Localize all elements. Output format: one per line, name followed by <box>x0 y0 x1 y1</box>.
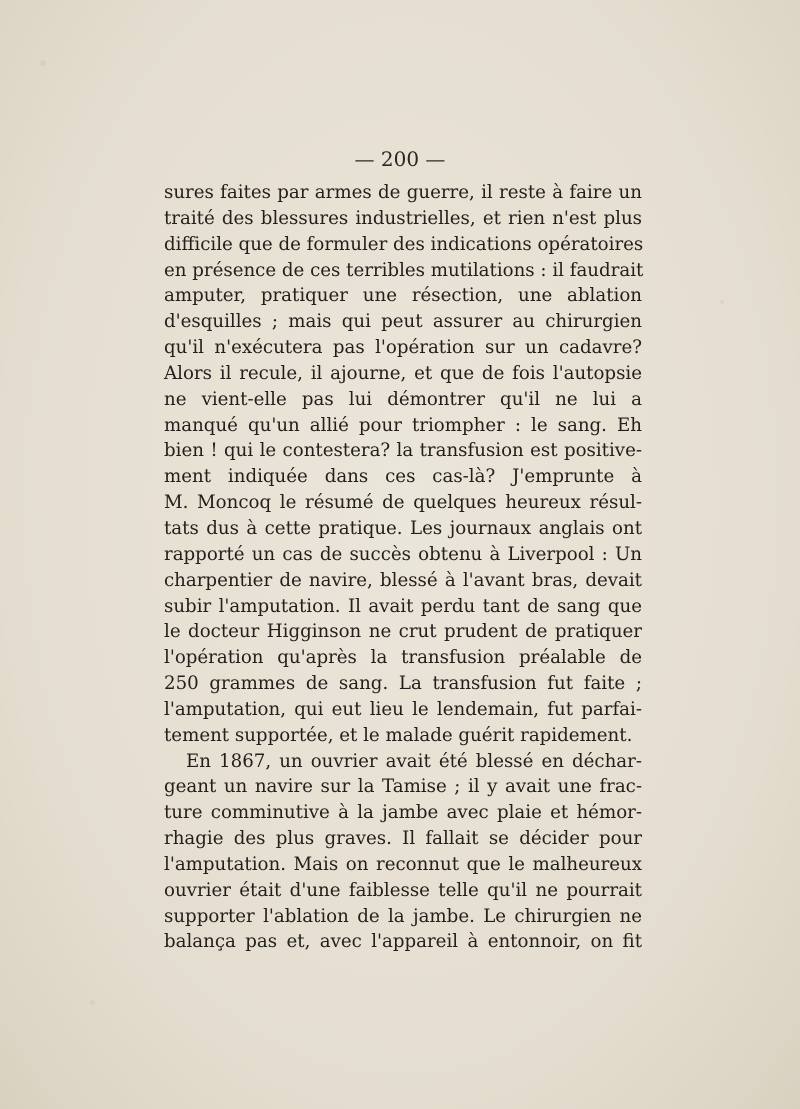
text-line: d'esquilles ; mais qui peut assurer au chirurgien <box>164 311 642 333</box>
text-line: En 1867, un ouvrier avait été blessé en déchar- <box>186 750 642 772</box>
text-line: l'opération qu'après la transfusion préalable de <box>164 647 642 669</box>
text-line: traité des blessures industrielles, et rien n'est plus <box>164 207 642 229</box>
text-line: l'amputation. Mais on reconnut que le malheureux <box>164 853 642 875</box>
text-line: sures faites par armes de guerre, il reste à faire un <box>164 182 642 203</box>
page-number: — 200 — <box>354 147 446 171</box>
text-line: ment indiquée dans ces cas-là? J'emprunte à <box>164 466 642 488</box>
text-line: supporter l'ablation de la jambe. Le chirurgien ne <box>164 905 642 927</box>
text-line: subir l'amputation. Il avait perdu tant de sang que <box>164 595 642 617</box>
text-line: Alors il recule, il ajourne, et que de fois l'autopsie <box>164 362 642 384</box>
text-line: l'amputation, qui eut lieu le lendemain, fut parfai- <box>164 698 642 720</box>
text-line: ouvrier était d'une faiblesse telle qu'il ne pourrait <box>164 879 642 901</box>
text-line: tement supportée, et le malade guérit rapidement. <box>164 724 633 746</box>
text-line: M. Moncoq le résumé de quelques heureux résul- <box>164 492 642 514</box>
paper-spot <box>720 300 724 304</box>
text-line: geant un navire sur la Tamise ; il y avait une frac- <box>164 776 642 798</box>
text-line: rapporté un cas de succès obtenu à Liverpool : Un <box>164 543 642 565</box>
paper-spot <box>40 60 46 66</box>
text-line: ture comminutive à la jambe avec plaie et hémor- <box>164 802 642 824</box>
paper-spot <box>90 1000 95 1005</box>
text-line: 250 grammes de sang. La transfusion fut faite ; <box>164 673 642 695</box>
text-line: manqué qu'un allié pour triompher : le sang. Eh <box>164 414 642 436</box>
text-line: amputer, pratiquer une résection, une ablation <box>164 285 642 307</box>
text-line: ne vient-elle pas lui démontrer qu'il ne lui a <box>164 388 642 410</box>
text-line: rhagie des plus graves. Il fallait se décider pour <box>164 828 642 850</box>
text-line: balança pas et, avec l'appareil à entonnoir, on fit <box>164 931 642 953</box>
text-line: en présence de ces terribles mutilations : il faudrait <box>164 259 644 281</box>
text-line: tats dus à cette pratique. Les journaux anglais ont <box>164 517 642 539</box>
text-line: difficile que de formuler des indications opératoires <box>164 233 644 255</box>
text-line: bien ! qui le contestera? la transfusion est positive- <box>164 440 642 462</box>
body-text <box>164 180 642 955</box>
text-line: le docteur Higginson ne crut prudent de pratiquer <box>164 621 642 643</box>
text-line: qu'il n'exécutera pas l'opération sur un cadavre? <box>164 337 642 359</box>
text-line: charpentier de navire, blessé à l'avant bras, devait <box>164 569 642 591</box>
